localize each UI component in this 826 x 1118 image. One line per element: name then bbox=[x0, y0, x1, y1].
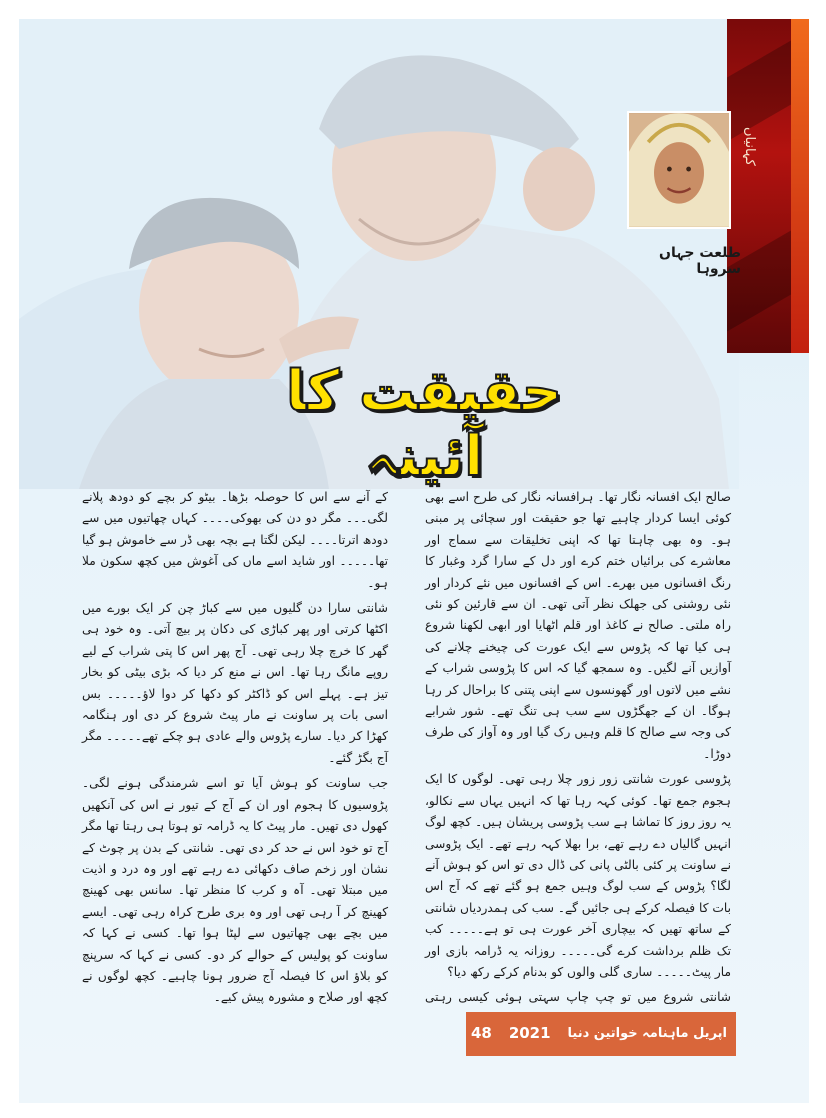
banner-chevron bbox=[727, 41, 791, 142]
author-photo bbox=[627, 111, 731, 229]
text-column-right bbox=[425, 487, 731, 1034]
issue-year: 2021 bbox=[508, 1024, 551, 1042]
category-banner bbox=[727, 19, 809, 353]
story-title: حقیقت کا آئینہ bbox=[285, 359, 563, 489]
footer bbox=[471, 1019, 727, 1047]
paragraph: شانتی شروع میں تو چپ چاپ سہتی ہوئی کیسی رہتی bbox=[425, 990, 731, 1005]
author-portrait-image bbox=[629, 113, 729, 227]
text-column-left bbox=[82, 487, 388, 1013]
category-label: کہانیاں bbox=[742, 127, 757, 166]
magazine-name: اپریل ماہنامہ خواتین دنیا bbox=[567, 1025, 727, 1041]
paragraph: صالح ایک افسانہ نگار تھا۔ ہرافسانہ نگار کی طرح اسے بھی کوئی ایسا کردار چاہیے تھا جو حقیقت اور سچائی پر مبنی ہو۔ وہ بھی چاہتا تھا کہ اپنی تخلیقات سے سماج اور معاشرے کی برائیاں ختم کرے اور دل کے سارا گرد وغبار کا رنگ افسانوں میں بھرے۔ اس کے افسانوں میں نئے کردار اور نئی روشنی کی جھلک نظر آتی تھی۔ ان سے قارئین کو نئی راہ ملتی۔ صالح نے کاغذ اور قلم اٹھایا اور ابھی لکھنا شروع ہی کیا تھا کہ پڑوس سے ایک عورت کی چیخنے چلانے کی آوازیں آنے لگیں۔ وہ سمجھ گیا کہ اس کا پڑوسی شراب کے نشے میں لاتوں اور گھونسوں سے اپنی پتنی کا براحال کر رہا ہوگا۔ ان کے جھگڑوں سے سب ہی تنگ تھے۔ شور شرابے کی وجہ سے صالح کا قلم وہیں رک گیا اور وہ آواز کی طرف دوڑا۔ bbox=[425, 490, 731, 761]
author-name: طلعت جہاں سروہا bbox=[659, 245, 741, 277]
paragraph: پڑوسی عورت شانتی زور زور چلا رہی تھی۔ لوگوں کا ایک ہجوم جمع تھا۔ کوئی کہہ رہا تھا کہ انہیں یہاں سے نکالو، یہ روز روز کا تماشا ہے سب پڑوسی پریشان ہیں۔ کچھ لوگ انہیں گالیاں دے رہے تھے، برا بھلا کہہ رہے تھے۔ ایک پڑوسی نے ساونت پر کئی بالٹی پانی کی ڈال دی تو اس کو ہوش آنے لگا؟ پڑوس کے سب لوگ وہیں جمع ہو گئے تھے کہ آج اس بات کا فیصلہ کرکے ہی جائیں گے۔ سب کی ہمدردیاں شانتی کے ساتھ تھیں کہ بیچاری آخر عورت ہی تو ہے۔۔۔۔۔ کب تک ظلم برداشت کرے گی۔۔۔۔۔ روزانہ یہ ڈرامہ بازی اور مار پیٹ۔۔۔۔۔ ساری گلی والوں کو بدنام کرکے رکھ دیا؟ bbox=[425, 772, 731, 979]
banner-stripe bbox=[791, 19, 809, 353]
paragraph: جب ساونت کو ہوش آیا تو اسے شرمندگی ہونے لگی۔ پڑوسیوں کا ہجوم اور ان کے آج کے تیور نے اس کی آنکھیں کھول دی تھیں۔ مار پیٹ کا یہ ڈرامہ تو ہوتا ہی رہتا تھا مگر آج تو خود اس نے حد کر دی تھی۔ شانتی کے بدن پر چوٹ کے نشان اور زخم صاف دکھائی دے رہے تھے اور وہ درد و اذیت میں مبتلا تھی۔ آہ و کرب کا منظر تھا۔ سانس بھی کھینچ کھینچ کر آ رہی تھی اور وہ بری طرح کراہ رہی تھی۔ ایسے میں بچے بھی چھاتیوں سے لپٹا ہوا تھا۔ کسی نے کہا کہ ساونت کو پولیس کے حوالے کر دو۔ کسی نے کہا کہ سرپنچ کو بلاؤ اس کا فیصلہ آج ضرور ہونا چاہیے۔ کچھ لوگوں نے کچھ اور صلاح و مشورہ پیش کیے۔ bbox=[82, 776, 388, 1005]
paragraph: شانتی سارا دن گلیوں میں سے کباڑ چن کر ایک بورے میں اکٹھا کرتی اور پھر کباڑی کی دکان پر بیچ آتی۔ وہ خود ہی گھر کا خرچ چلا رہی تھی۔ آج پھر اس کا پتی شراب کے لیے روپے مانگ رہا تھا۔ اس نے منع کر دیا کہ بڑی بیٹی کو بخار تیز ہے۔ پہلے اس کو ڈاکٹر کو دکھا کر دوا لاؤ۔۔۔۔۔ بس اسی بات پر ساونت نے مار پیٹ شروع کر دی اور ہنگامہ کھڑا کر دیا۔ سارے پڑوس والے عادی ہو چکے تھے۔۔۔۔۔ مگر آج بگڑ گئے۔ bbox=[82, 601, 388, 765]
paragraph: کے آنے سے اس کا حوصلہ بڑھا۔ بیٹو کر بچے کو دودھ پلانے لگی۔۔۔ مگر دو دن کی بھوکی۔۔۔۔ کہاں چھاتیوں میں سے دودھ اترتا۔۔۔۔ لیکن لگتا ہے بچہ بھی ڈر سے خاموش ہو گیا تھا۔۔۔۔۔ اور شاید اسے ماں کی آغوش میں کچھ سکون ملا ہو۔ bbox=[82, 490, 388, 590]
page-number: 48 bbox=[471, 1024, 492, 1042]
magazine-page bbox=[19, 19, 809, 1103]
